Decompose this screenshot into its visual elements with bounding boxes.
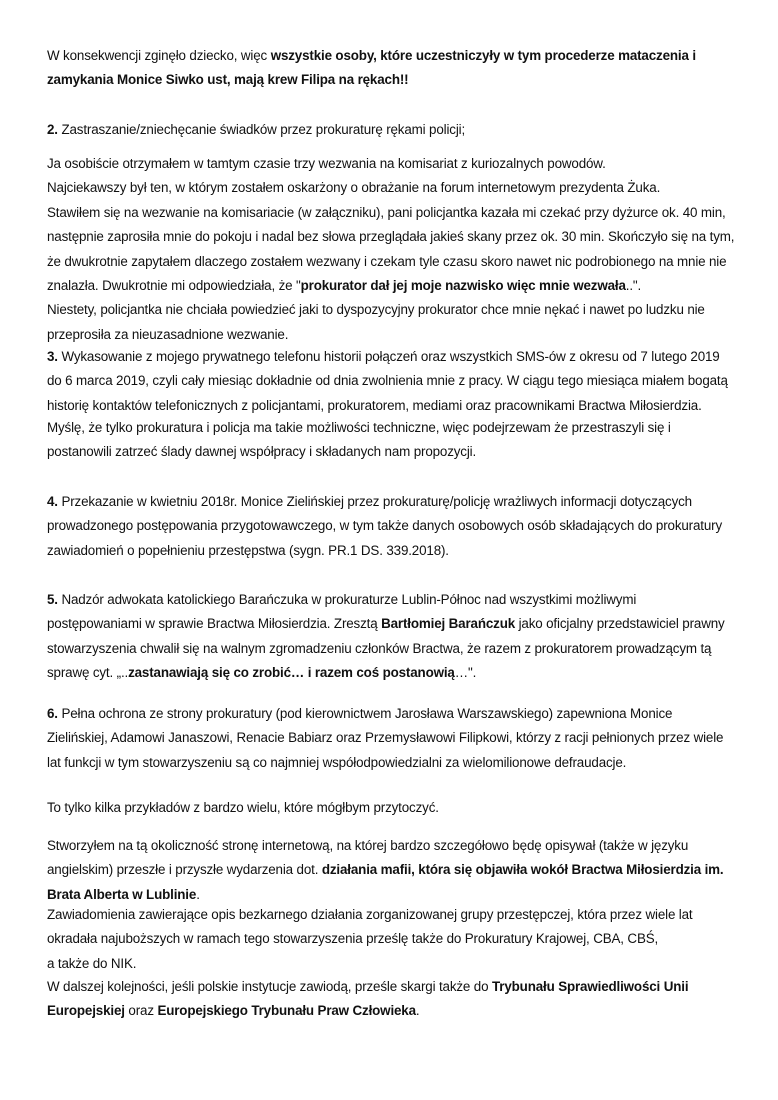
paragraph-point-2-body xyxy=(47,152,737,347)
bold-text-run: 3. xyxy=(47,349,58,364)
text-run: Stawiłem się na wezwanie na komisariacie (w załączniku), pani policjantka kazała mi czekać przy dyżurce ok. 40 min, xyxy=(47,204,726,220)
text-run: Zawiadomienia zawierające opis bezkarnego działania zorganizowanej grupy przestępczej, która przez wiele lat xyxy=(47,907,693,922)
text-line xyxy=(47,726,737,750)
text-line xyxy=(47,702,737,726)
text-run: W konsekwencji zginęło dziecko, więc xyxy=(47,48,271,63)
text-line xyxy=(47,201,737,225)
text-line xyxy=(47,250,737,274)
text-line xyxy=(47,345,737,369)
text-run: Zielińskiej, Adamowi Janaszowi, Renacie Babiarz oraz Przemysławowi Filipkowi, którzy z racji pełnionych przez wiele xyxy=(47,730,724,746)
text-run: Ja osobiście otrzymałem w tamtym czasie trzy wezwania na komisariat z kuriozalnych powodów. xyxy=(47,156,606,171)
text-run: zawiadomień o popełnieniu przestępstwa (sygn. PR.1 DS. 339.2018). xyxy=(47,542,449,558)
text-run: ..". xyxy=(625,278,642,294)
text-run: znalazła. Dwukrotnie mi odpowiedziała, że " xyxy=(47,278,301,294)
text-line xyxy=(47,225,737,249)
bold-text-run: Europejskiej xyxy=(47,1003,125,1019)
bold-text-run: 6. xyxy=(47,706,58,721)
text-line xyxy=(47,118,737,142)
text-run: Zastraszanie/zniechęcanie świadków przez prokuraturę rękami policji; xyxy=(57,122,466,137)
text-line xyxy=(47,612,737,636)
text-line xyxy=(47,68,737,92)
text-line xyxy=(47,369,737,393)
paragraph-closing-examples xyxy=(47,796,737,820)
text-line xyxy=(47,927,737,951)
text-line xyxy=(47,952,737,976)
text-run: Nadzór adwokata katolickiego Barańczuka w prokuraturze Lublin-Północ nad wszystkimi możliwymi xyxy=(57,592,637,607)
text-run: Stworzyłem na tą okoliczność stronę internetową, na której bardzo szczegółowo będę opisywał (także w języku xyxy=(47,838,689,853)
text-line xyxy=(47,661,737,685)
text-run: następnie zaprosiła mnie do pokoju i nadal bez słowa przeglądała jakieś skany przez ok. 30 min. Skończyło się na tym, xyxy=(47,229,735,245)
text-line xyxy=(47,490,737,514)
text-line xyxy=(47,323,737,347)
text-run: prowadzonego postępowania przygotowawczego, w tym także danych osobowych osób składających do prokuratury xyxy=(47,518,722,534)
text-line xyxy=(47,834,737,858)
text-run: stowarzyszenia chwalił się na walnym zgromadzeniu członków Bractwa, że razem z prokuratorem prowadzącym tą xyxy=(47,640,712,656)
paragraph-point-2-heading xyxy=(47,118,737,142)
paragraph-point-6-body xyxy=(47,702,737,775)
text-run: Najciekawszy był ten, w którym zostałem oskarżony o obrażanie na forum internetowym prezydenta Żuka. xyxy=(47,180,661,196)
paragraph-point-4-body xyxy=(47,490,737,563)
text-run: W dalszej kolejności, jeśli polskie instytucje zawiodą, prześle skargi także do xyxy=(47,979,492,994)
text-line xyxy=(47,588,737,612)
bold-text-run: wszystkie osoby, które uczestniczyły w tym procederze mataczenia i xyxy=(270,48,696,63)
paragraph-point-5-body xyxy=(47,588,737,686)
text-run: okradała najuboższych w ramach tego stowarzyszenia prześlę także do Prokuratury Krajowej, CBA, CBŚ, xyxy=(47,931,659,947)
paragraph-closing-notifications xyxy=(47,903,737,976)
text-line xyxy=(47,751,737,775)
text-line xyxy=(47,539,737,563)
text-line xyxy=(47,394,737,418)
text-line xyxy=(47,903,737,927)
text-run: Przekazanie w kwietniu 2018r. Monice Zielińskiej przez prokuraturę/policję wrażliwych informacji dotyczących xyxy=(57,494,692,509)
text-run: jako oficjalny przedstawiciel prawny xyxy=(515,616,725,632)
text-line xyxy=(47,796,737,820)
bold-text-run: zamykania Monice Siwko ust, mają krew Filipa na rękach!! xyxy=(47,72,409,88)
bold-text-run: 2. xyxy=(47,122,58,137)
bold-text-run: Brata Alberta w Lublinie xyxy=(47,886,197,902)
bold-text-run: Trybunału Sprawiedliwości Unii xyxy=(491,979,689,994)
text-line xyxy=(47,416,737,440)
bold-text-run: prokurator dał jej moje nazwisko więc mnie wezwała xyxy=(300,278,626,294)
text-run: postępowaniami w sprawie Bractwa Miłosierdzia. Zresztą xyxy=(47,616,382,632)
text-run: Pełna ochrona ze strony prokuratury (pod kierownictwem Jarosława Warszawskiego) zapewniona Monice xyxy=(57,706,673,721)
paragraph-point-3-body xyxy=(47,345,737,418)
bold-text-run: Europejskiego Trybunału Praw Człowieka xyxy=(157,1003,416,1019)
text-run: lat funkcji w tym stowarzyszeniu są co najmniej współodpowiedzialni za wielomilionowe defraudacje. xyxy=(47,754,627,770)
text-run: Niestety, policjantka nie chciała powiedzieć jaki to dyspozycyjny prokurator chce mnie nękać i nawet po ludzku nie xyxy=(47,302,705,318)
text-run: postanowili zatrzeć ślady dawnej współpracy i składanych nam propozycji. xyxy=(47,444,477,460)
text-run: To tylko kilka przykładów z bardzo wielu, które mógłbym przytoczyć. xyxy=(47,800,439,815)
text-run: przeprosiła za nieuzasadnione wezwanie. xyxy=(47,326,289,342)
text-line xyxy=(47,440,737,464)
text-run: do 6 marca 2019, czyli cały miesiąc dokładnie od dnia zwolnienia mnie z pracy. W ciągu tego miesiąca miałem bogatą xyxy=(47,373,728,389)
text-run: . xyxy=(415,1003,420,1019)
text-line xyxy=(47,999,737,1023)
text-run: sprawę cyt. „.. xyxy=(47,665,129,681)
text-run: angielskim) przeszłe i przyszłe wydarzenia dot. xyxy=(47,862,322,878)
text-line xyxy=(47,152,737,176)
bold-text-run: zastanawiają się co zrobić… i razem coś postanowią xyxy=(128,665,455,681)
text-line xyxy=(47,274,737,298)
text-line xyxy=(47,514,737,538)
text-run: …". xyxy=(454,665,477,681)
text-run: Myślę, że tylko prokuratura i policja ma takie możliwości techniczne, więc podejrzewam że przestraszyli się i xyxy=(47,420,671,435)
bold-text-run: 4. xyxy=(47,494,58,509)
text-run: oraz xyxy=(124,1003,158,1019)
text-run: . xyxy=(196,886,200,902)
text-line xyxy=(47,637,737,661)
bold-text-run: działania mafii, która się objawiła wokół Bractwa Miłosierdzia im. xyxy=(321,862,724,878)
text-line xyxy=(47,44,737,68)
paragraph-intro-conclusion xyxy=(47,44,737,93)
text-line xyxy=(47,176,737,200)
text-run: Wykasowanie z mojego prywatnego telefonu historii połączeń oraz wszystkich SMS-ów z okresu od 7 lutego 2019 xyxy=(57,349,720,364)
text-run: że dwukrotnie zapytałem dlaczego zostałem wezwany i czekam tyle czasu skoro nawet nic podrobionego na mnie nie xyxy=(47,253,727,269)
bold-text-run: Bartłomiej Barańczuk xyxy=(381,616,516,632)
paragraph-closing-eu xyxy=(47,975,737,1024)
text-run: a także do NIK. xyxy=(47,955,137,971)
paragraph-closing-website xyxy=(47,834,737,907)
text-run: historię kontaktów telefonicznych z policjantami, prokuratorem, mediami oraz pracownikami Bractwa Miłosierdzia. xyxy=(47,397,702,413)
paragraph-point-3-comment xyxy=(47,416,737,465)
bold-text-run: 5. xyxy=(47,592,58,607)
text-line xyxy=(47,298,737,322)
text-line xyxy=(47,858,737,882)
text-line xyxy=(47,975,737,999)
